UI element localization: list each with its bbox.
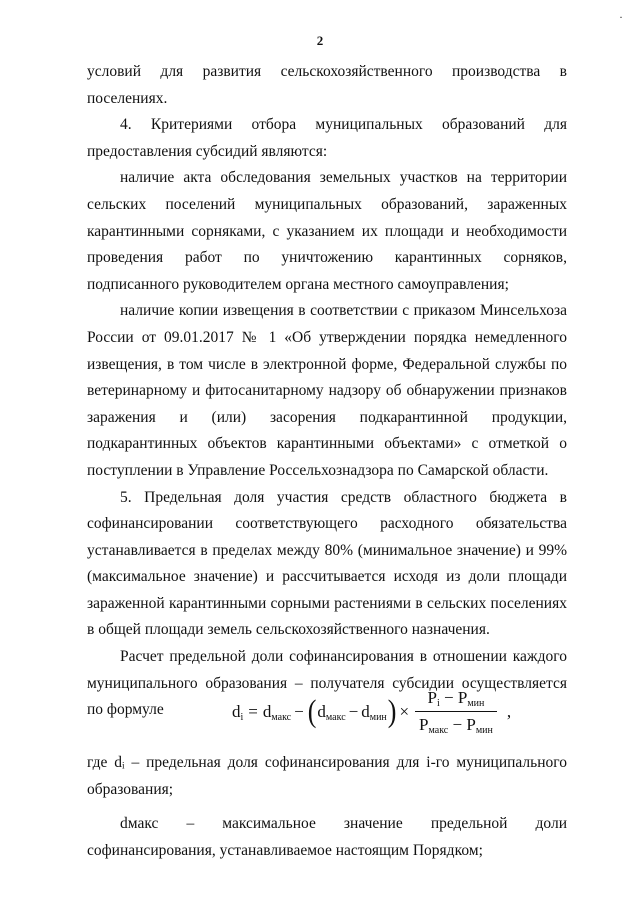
fraction-numerator: $P_i - P_{мин}$	[427, 688, 485, 709]
definitions	[87, 750, 567, 864]
paragraph-4: наличие копии извещения в соответствии с приказом Минсельхоза России от 09.01.2017 № 1 «Об утверждении порядка немедленного извещения, в том числе в электронной форме, Федеральной службы по ветеринарному и фитосанитарному надзору об обнаружении признаков заражения и (или) засорения подкарантинной продукции, подкарантинных объектов карантинными объектами» с отметкой о поступлении в Управление Россельхознадзора по Самарской области.	[87, 302, 567, 479]
formula-times: ×	[399, 702, 410, 721]
formula-close-paren: )	[387, 694, 397, 729]
paragraph-1: условий для развития сельскохозяйственного производства в поселениях.	[87, 63, 567, 107]
formula-dmax-2: $d_{макс}$	[317, 701, 346, 723]
formula-equals: =	[248, 702, 258, 721]
formula-dmin: $d_{мин}$	[361, 701, 387, 723]
body-text	[87, 59, 567, 724]
corner-mark: ·	[619, 10, 623, 24]
page-number: 2	[316, 33, 324, 48]
formula-open-paren: (	[307, 694, 317, 729]
paragraph-5: 5. Предельная доля участия средств областного бюджета в софинансировании соответствующего расходного обязательства устанавливается в пределах между 80% (минимальное значение) и 99% (максимальное значение) и рассчитывается исходя из доли площади зараженной карантинными сорными растениями в сельских поселениях в общей площади земель сельскохозяйственного назначения.	[87, 488, 567, 639]
formula-lhs: $d_i$	[232, 701, 244, 723]
formula-comma: ,	[506, 702, 512, 721]
formula-dmax: $d_{макс}$	[262, 701, 292, 723]
definition-dmax: dмакс – максимальное значение предельной доли софинансирования, устанавливаемое настоящим Порядком;	[87, 815, 567, 859]
definition-di: где dᵢ – предельная доля софинансирования для i-го муниципального образования;	[87, 754, 567, 798]
paragraph-6: Расчет предельной доли софинансирования в отношении каждого муниципального образования – получателя субсидии осуществляется по формуле	[87, 648, 567, 719]
paragraph-2: 4. Критериями отбора муниципальных образований для предоставления субсидий являются:	[87, 116, 567, 160]
fraction-denominator: $P_{макс} - P_{мин}$	[415, 711, 497, 736]
paragraph-3: наличие акта обследования земельных участков на территории сельских поселений муниципальных образований, зараженных карантинными сорняками, с указанием их площади и необходимости проведения работ по уничтожению карантинных сорняков, подписанного руководителем органа местного самоуправления;	[87, 169, 567, 293]
formula-minus-1: −	[294, 702, 304, 721]
formula-minus-2: −	[348, 702, 359, 721]
cofinancing-formula	[232, 688, 511, 736]
formula-fraction	[415, 688, 497, 736]
